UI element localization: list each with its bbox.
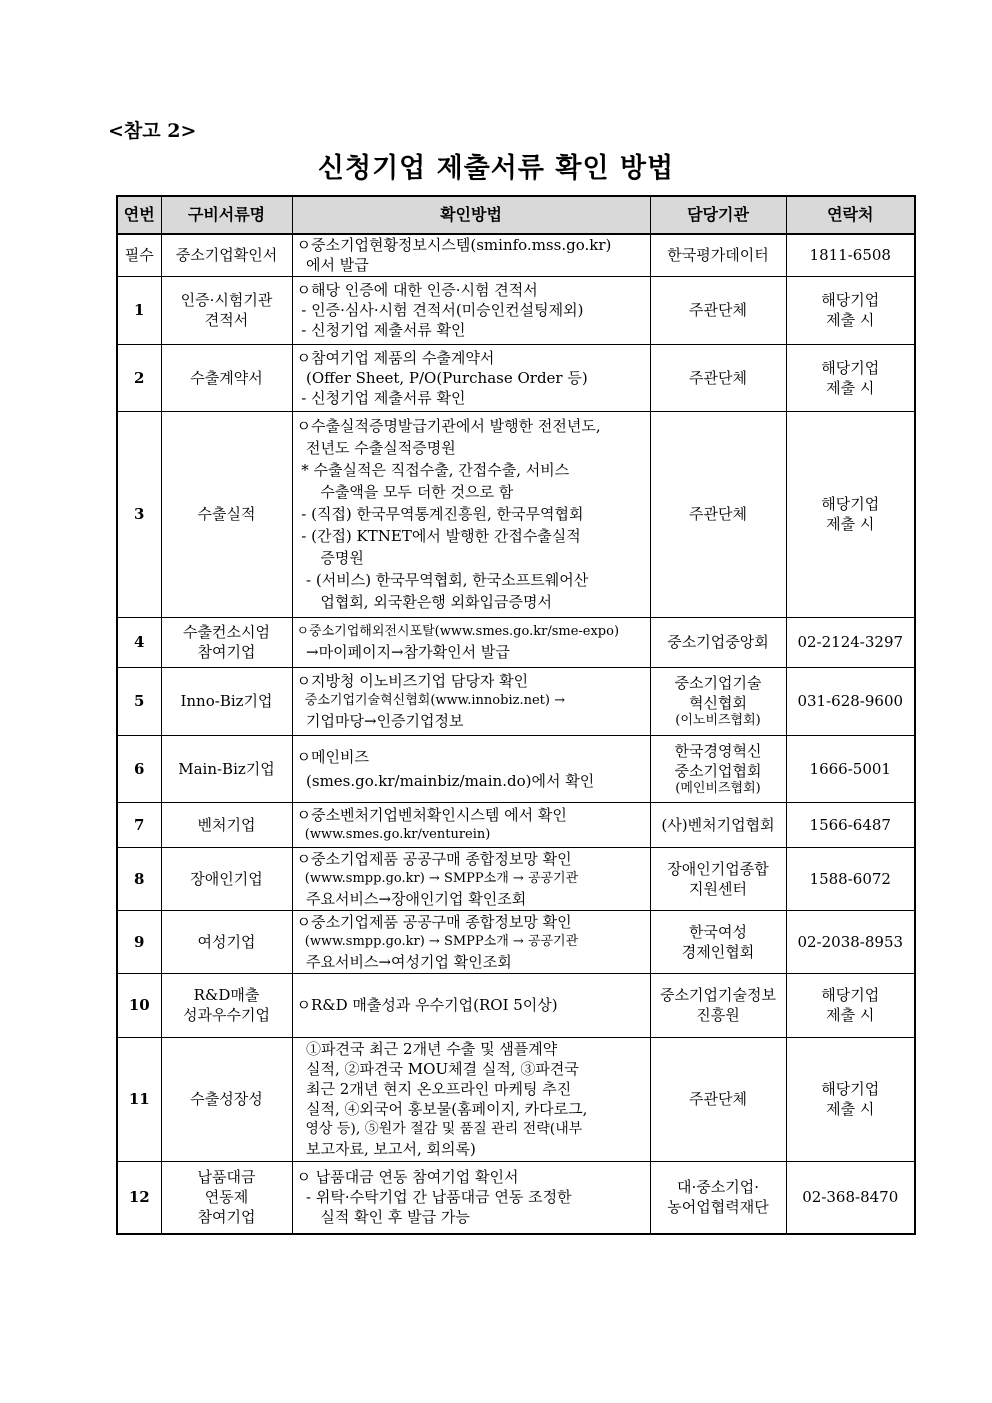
document-name: R&D매출 성과우수기업 — [161, 973, 292, 1037]
row-number: 5 — [117, 667, 161, 735]
verification-method: ㅇ중소벤처기업벤처확인시스템 에서 확인 (www.smes.go.kr/venturein) — [292, 802, 650, 847]
verification-method: ㅇ지방청 이노비즈기업 담당자 확인 중소기업기술혁신협회(www.innobiz.net) → 기업마당→인증기업정보 — [292, 667, 650, 735]
verification-method: ㅇ메인비즈 (smes.go.kr/mainbiz/main.do)에서 확인 — [292, 735, 650, 802]
reference-label: <참고 2> — [108, 120, 197, 142]
agency: 중소기업중앙회 — [650, 617, 786, 667]
document-name: Inno-Biz기업 — [161, 667, 292, 735]
agency: 한국여성 경제인협회 — [650, 910, 786, 973]
verification-method: ㅇ중소기업제품 공공구매 종합정보망 확인 (www.smpp.go.kr) → SMPP소개 → 공공기관 주요서비스→여성기업 확인조회 — [292, 910, 650, 973]
document-name: 인증·시험기관 견적서 — [161, 276, 292, 344]
header-contact: 연락처 — [786, 196, 915, 234]
agency: 대·중소기업· 농어업협력재단 — [650, 1161, 786, 1234]
table-row — [117, 847, 915, 910]
contact: 1811-6508 — [786, 234, 915, 276]
table-row — [117, 1161, 915, 1234]
contact: 02-2124-3297 — [786, 617, 915, 667]
agency: 중소기업기술정보 진흥원 — [650, 973, 786, 1037]
agency: 한국경영혁신 중소기업협회 (메인비즈협회) — [650, 735, 786, 802]
contact: 해당기업 제출 시 — [786, 1037, 915, 1161]
agency: 주관단체 — [650, 344, 786, 411]
document-name: 수출실적 — [161, 411, 292, 617]
row-number: 1 — [117, 276, 161, 344]
table-row — [117, 411, 915, 617]
verification-method: ①파견국 최근 2개년 수출 및 샘플계약 실적, ②파견국 MOU체결 실적, ③파견국 최근 2개년 현지 온오프라인 마케팅 추진 실적, ④외국어 홍보물(홈페이지, 카다로그, 영상 등), ⑤원가 절감 및 품질 관리 전략(내부 보고자료, 보고서, 회의록) — [292, 1037, 650, 1161]
verification-method: ㅇ중소기업해외전시포탈(www.smes.go.kr/sme-expo) →마이페이지→참가확인서 발급 — [292, 617, 650, 667]
contact: 031-628-9600 — [786, 667, 915, 735]
contact: 1566-6487 — [786, 802, 915, 847]
agency: 한국평가데이터 — [650, 234, 786, 276]
contact: 02-368-8470 — [786, 1161, 915, 1234]
document-name: Main-Biz기업 — [161, 735, 292, 802]
verification-method: ㅇ중소기업현황정보시스템(sminfo.mss.go.kr) 에서 발급 — [292, 234, 650, 276]
table-row — [117, 617, 915, 667]
verification-method: ㅇ참여기업 제품의 수출계약서 (Offer Sheet, P/O(Purchase Order 등) - 신청기업 제출서류 확인 — [292, 344, 650, 411]
document-name: 장애인기업 — [161, 847, 292, 910]
row-number: 10 — [117, 973, 161, 1037]
agency: 주관단체 — [650, 276, 786, 344]
table-row — [117, 802, 915, 847]
document-name: 수출성장성 — [161, 1037, 292, 1161]
row-number: 11 — [117, 1037, 161, 1161]
document-name: 수출계약서 — [161, 344, 292, 411]
verification-method: ㅇR&D 매출성과 우수기업(ROI 5이상) — [292, 973, 650, 1037]
agency: 주관단체 — [650, 1037, 786, 1161]
document-name: 수출컨소시엄 참여기업 — [161, 617, 292, 667]
row-number: 필수 — [117, 234, 161, 276]
document-title: 신청기업 제출서류 확인 방법 — [317, 153, 675, 184]
header-agency: 담당기관 — [650, 196, 786, 234]
verification-method: ㅇ중소기업제품 공공구매 종합정보망 확인 (www.smpp.go.kr) → SMPP소개 → 공공기관 주요서비스→장애인기업 확인조회 — [292, 847, 650, 910]
contact: 1666-5001 — [786, 735, 915, 802]
contact: 해당기업 제출 시 — [786, 411, 915, 617]
contact: 02-2038-8953 — [786, 910, 915, 973]
row-number: 12 — [117, 1161, 161, 1234]
contact: 해당기업 제출 시 — [786, 344, 915, 411]
contact: 해당기업 제출 시 — [786, 973, 915, 1037]
document-name: 벤처기업 — [161, 802, 292, 847]
header-document: 구비서류명 — [161, 196, 292, 234]
agency: (사)벤처기업협회 — [650, 802, 786, 847]
agency: 주관단체 — [650, 411, 786, 617]
table-row — [117, 667, 915, 735]
document-name: 중소기업확인서 — [161, 234, 292, 276]
verification-method: ㅇ 납품대금 연동 참여기업 확인서 - 위탁·수탁기업 간 납품대금 연동 조정한 실적 확인 후 발급 가능 — [292, 1161, 650, 1234]
agency: 중소기업기술 혁신협회 (이노비즈협회) — [650, 667, 786, 735]
required-documents-table — [116, 195, 916, 1235]
table-row — [117, 973, 915, 1037]
verification-method: ㅇ수출실적증명발급기관에서 발행한 전전년도, 전년도 수출실적증명원 * 수출실적은 직접수출, 간접수출, 서비스 수출액을 모두 더한 것으로 함 - (직접) 한국무역통계진흥원, 한국무역협회 - (간접) KTNET에서 발행한 간접수출실적 증명원 - (서비스) 한국무역협회, 한국소프트웨어산 업협회, 외국환은행 외화입금증명서 — [292, 411, 650, 617]
document-name: 여성기업 — [161, 910, 292, 973]
row-number: 8 — [117, 847, 161, 910]
row-number: 7 — [117, 802, 161, 847]
table-row — [117, 276, 915, 344]
row-number: 6 — [117, 735, 161, 802]
contact: 1588-6072 — [786, 847, 915, 910]
table-row — [117, 344, 915, 411]
row-number: 4 — [117, 617, 161, 667]
row-number: 9 — [117, 910, 161, 973]
row-number: 3 — [117, 411, 161, 617]
agency: 장애인기업종합 지원센터 — [650, 847, 786, 910]
header-method: 확인방법 — [292, 196, 650, 234]
table-row — [117, 910, 915, 973]
table-header-row — [117, 196, 915, 234]
table-row — [117, 234, 915, 276]
table-row — [117, 1037, 915, 1161]
contact: 해당기업 제출 시 — [786, 276, 915, 344]
verification-method: ㅇ해당 인증에 대한 인증·시험 견적서 - 인증·심사·시험 견적서(미승인컨설팅제외) - 신청기업 제출서류 확인 — [292, 276, 650, 344]
table-row — [117, 735, 915, 802]
header-no: 연번 — [117, 196, 161, 234]
document-name: 납품대금 연동제 참여기업 — [161, 1161, 292, 1234]
row-number: 2 — [117, 344, 161, 411]
